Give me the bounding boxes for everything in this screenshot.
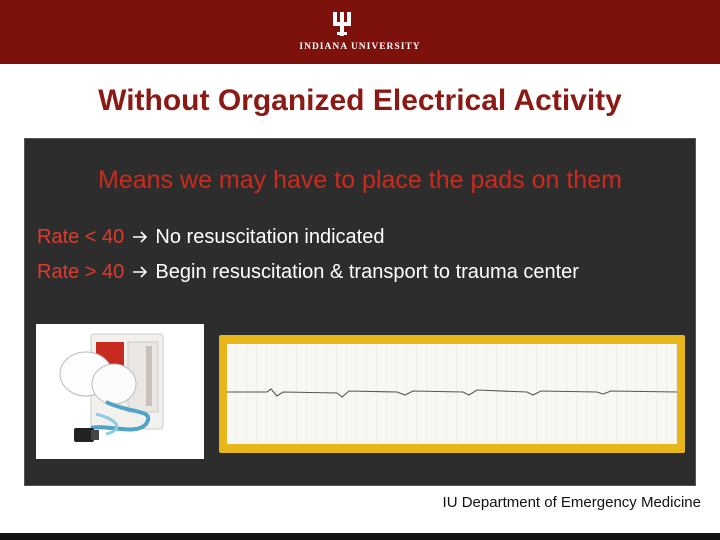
right-arrow-icon	[130, 226, 150, 249]
rate-line-1	[37, 226, 384, 249]
rate-outcome: No resuscitation indicated	[155, 226, 385, 248]
ecg-strip-frame	[219, 335, 685, 453]
footer-department-label: IU Department of Emergency Medicine	[442, 494, 701, 511]
rate-condition: Rate > 40	[37, 261, 125, 283]
content-panel	[24, 138, 696, 486]
iu-trident-icon	[333, 12, 351, 36]
bottom-bar	[0, 533, 720, 540]
university-banner	[0, 0, 720, 64]
right-arrow-icon	[130, 261, 150, 284]
rate-line-2	[37, 261, 579, 284]
slide-subtitle: Means we may have to place the pads on them	[98, 166, 622, 194]
slide-title: Without Organized Electrical Activity	[98, 84, 622, 117]
defibrillator-pads-photo	[36, 324, 204, 459]
flat-ecg-strip-image	[227, 344, 677, 444]
rate-outcome: Begin resuscitation & transport to trauma center	[155, 261, 579, 283]
university-name: INDIANA UNIVERSITY	[299, 42, 421, 52]
rate-condition: Rate < 40	[37, 226, 125, 248]
